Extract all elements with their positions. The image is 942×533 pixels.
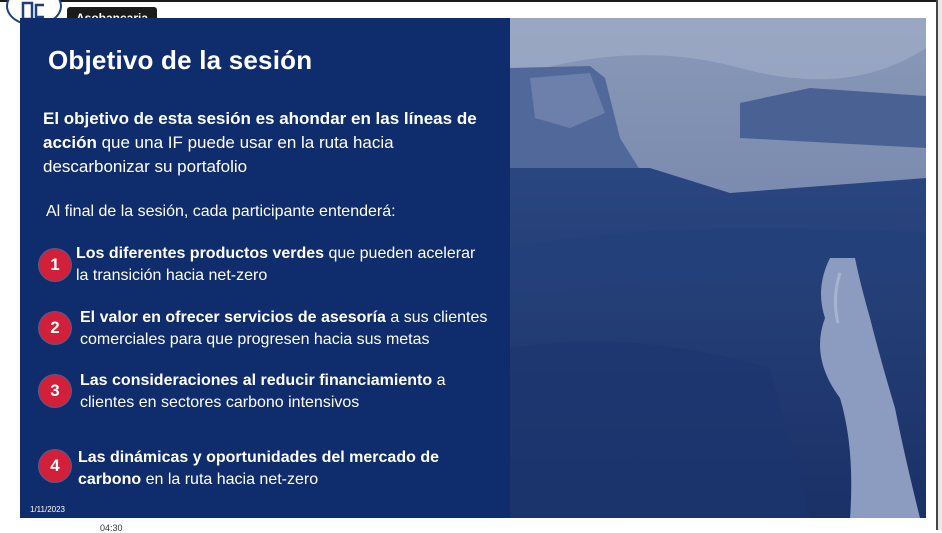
slide-title: Objetivo de la sesión xyxy=(48,45,313,75)
number-badge-1: 1 xyxy=(39,249,71,281)
objective-item-1-rest: que pueden acelerar la transición hacia net-zero xyxy=(76,245,476,284)
objective-item-1-bold: Los diferentes productos verdes xyxy=(76,245,325,262)
number-badge-3: 3 xyxy=(39,375,71,407)
objective-item-3 xyxy=(80,370,500,414)
number-badge-4: 4 xyxy=(39,450,71,482)
slide-date: 1/11/2023 xyxy=(30,505,65,514)
number-badge-2: 2 xyxy=(39,312,71,344)
timestamp: 04:30 xyxy=(100,523,123,533)
objective-item-3-rest: a clientes en sectores carbono intensivos xyxy=(80,372,446,411)
landscape-photo xyxy=(510,18,926,518)
objective-item-3-bold: Las consideraciones al reducir financiamiento xyxy=(80,372,433,389)
objective-item-2-rest: a sus clientes comerciales para que progresen hacia sus metas xyxy=(80,309,488,348)
objective-item-2 xyxy=(80,307,505,351)
intro-bold-text: El objetivo de esta sesión es ahondar en las líneas de acción xyxy=(43,109,477,152)
objective-item-4 xyxy=(78,447,498,491)
scrollbar[interactable] xyxy=(938,0,942,530)
lead-text: Al final de la sesión, cada participante entenderá: xyxy=(46,203,396,220)
intro-text xyxy=(43,107,503,179)
top-border xyxy=(0,0,942,2)
intro-rest-text: que una IF puede usar en la ruta hacia descarbonizar su portafolio xyxy=(43,133,394,176)
shared-slide xyxy=(20,18,926,518)
objective-item-1 xyxy=(76,243,486,287)
objective-item-2-bold: El valor en ofrecer servicios de asesoría xyxy=(80,309,386,326)
objective-item-4-bold: Las dinámicas y oportunidades del mercado de carbono xyxy=(78,449,439,488)
objective-item-4-rest: en la ruta hacia net-zero xyxy=(141,471,319,488)
